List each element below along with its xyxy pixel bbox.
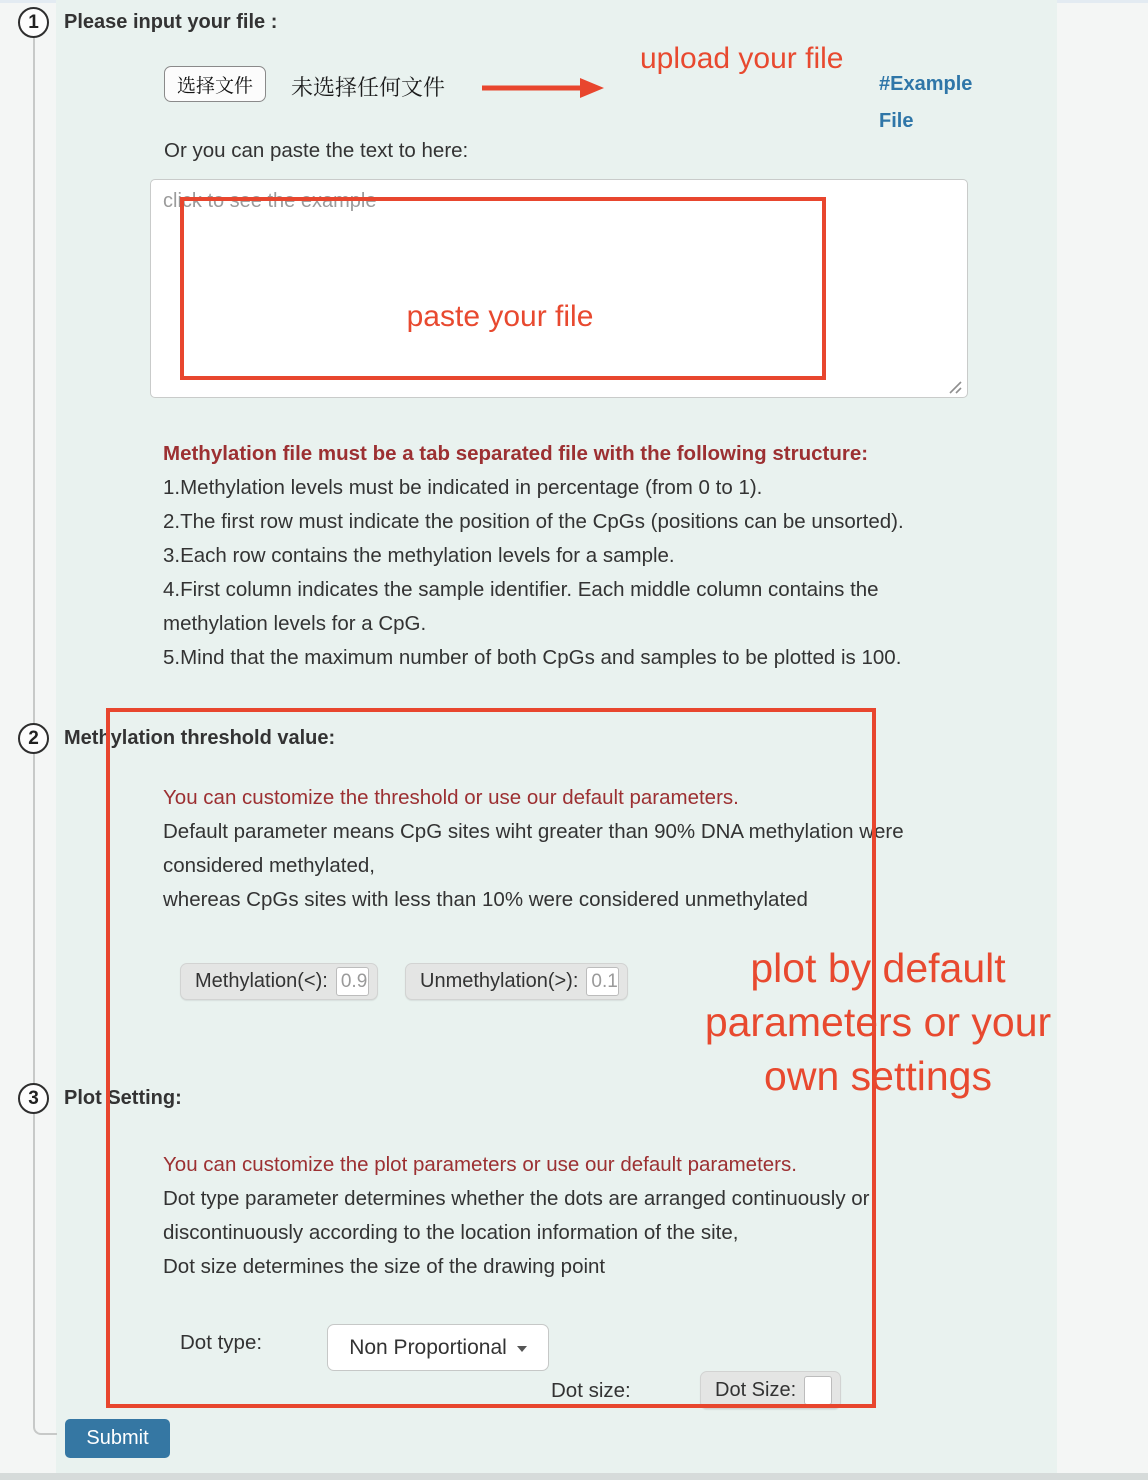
instruction-line: 3.Each row contains the methylation levels for a sample. xyxy=(163,544,675,567)
resize-handle-icon[interactable] xyxy=(946,378,962,394)
chevron-down-icon xyxy=(517,1346,527,1352)
step-2-title: Methylation threshold value: xyxy=(64,727,336,749)
instruction-line: 1.Methylation levels must be indicated in percentage (from 0 to 1). xyxy=(163,476,763,499)
dot-size-group-label: Dot Size: xyxy=(715,1378,797,1401)
methylation-input-group xyxy=(180,963,378,1000)
methylation-label: Methylation(<): xyxy=(195,970,328,992)
step-1-number: 1 xyxy=(28,11,39,33)
bottom-border-strip xyxy=(0,1473,1148,1480)
plot-annotation xyxy=(660,941,1096,1103)
paste-annotation: paste your file xyxy=(406,300,594,333)
submit-button[interactable]: Submit xyxy=(65,1419,170,1458)
instructions-block xyxy=(163,437,904,675)
instruction-line: 4.First column indicates the sample identifier. Each middle column contains the xyxy=(163,578,879,601)
step-3-badge xyxy=(18,1083,49,1114)
dot-type-label: Dot type: xyxy=(180,1331,263,1354)
step-3-title: Plot Setting: xyxy=(64,1087,182,1109)
instruction-line: methylation levels for a CpG. xyxy=(163,612,427,635)
dot-size-input[interactable] xyxy=(804,1376,832,1405)
instructions-heading: Methylation file must be a tab separated file with the following structure: xyxy=(163,442,869,465)
step-2-badge xyxy=(18,723,49,754)
paste-label: Or you can paste the text to here: xyxy=(164,139,469,162)
instruction-line: 5.Mind that the maximum number of both CpGs and samples to be plotted is 100. xyxy=(163,646,902,669)
dot-size-input-group xyxy=(700,1371,841,1409)
dot-type-value: Non Proportional xyxy=(349,1335,507,1359)
plot-intro: You can customize the plot parameters or use our default parameters. xyxy=(163,1153,797,1176)
plot-desc-line: Dot type parameter determines whether the dots are arranged continuously or xyxy=(163,1187,870,1210)
upload-annotation: upload your file xyxy=(640,42,844,75)
upload-arrow-icon xyxy=(480,74,606,102)
step-2-number: 2 xyxy=(28,727,39,749)
instruction-line: 2.The first row must indicate the position of the CpGs (positions can be unsorted). xyxy=(163,510,904,533)
paste-textarea[interactable] xyxy=(150,179,968,398)
threshold-intro: You can customize the threshold or use our default parameters. xyxy=(163,786,739,809)
dot-type-dropdown[interactable] xyxy=(327,1324,549,1371)
file-status-text: 未选择任何文件 xyxy=(291,75,446,100)
plot-annotation-line: plot by default xyxy=(750,945,1006,991)
plot-desc-line: discontinuously according to the location information of the site, xyxy=(163,1221,739,1244)
unmethylation-input[interactable] xyxy=(586,967,619,996)
step-3-number: 3 xyxy=(28,1087,39,1109)
step-1-badge xyxy=(18,7,49,38)
dot-size-label: Dot size: xyxy=(551,1379,631,1402)
unmethylation-label: Unmethylation(>): xyxy=(420,970,579,992)
threshold-desc-line: considered methylated, xyxy=(163,854,375,877)
unmethylation-input-group xyxy=(405,963,628,1000)
example-file-link[interactable]: #Example File xyxy=(879,73,973,132)
choose-file-button[interactable]: 选择文件 xyxy=(164,66,266,102)
plot-desc-line: Dot size determines the size of the drawing point xyxy=(163,1255,606,1278)
plot-annotation-line: parameters or your xyxy=(704,999,1052,1045)
threshold-desc-line: whereas CpGs sites with less than 10% were considered unmethylated xyxy=(163,888,808,911)
threshold-desc-line: Default parameter means CpG sites wiht greater than 90% DNA methylation were xyxy=(163,820,904,843)
methylation-input[interactable] xyxy=(336,967,369,996)
plot-annotation-line: own settings xyxy=(764,1053,992,1099)
step-1-title: Please input your file : xyxy=(64,11,278,33)
